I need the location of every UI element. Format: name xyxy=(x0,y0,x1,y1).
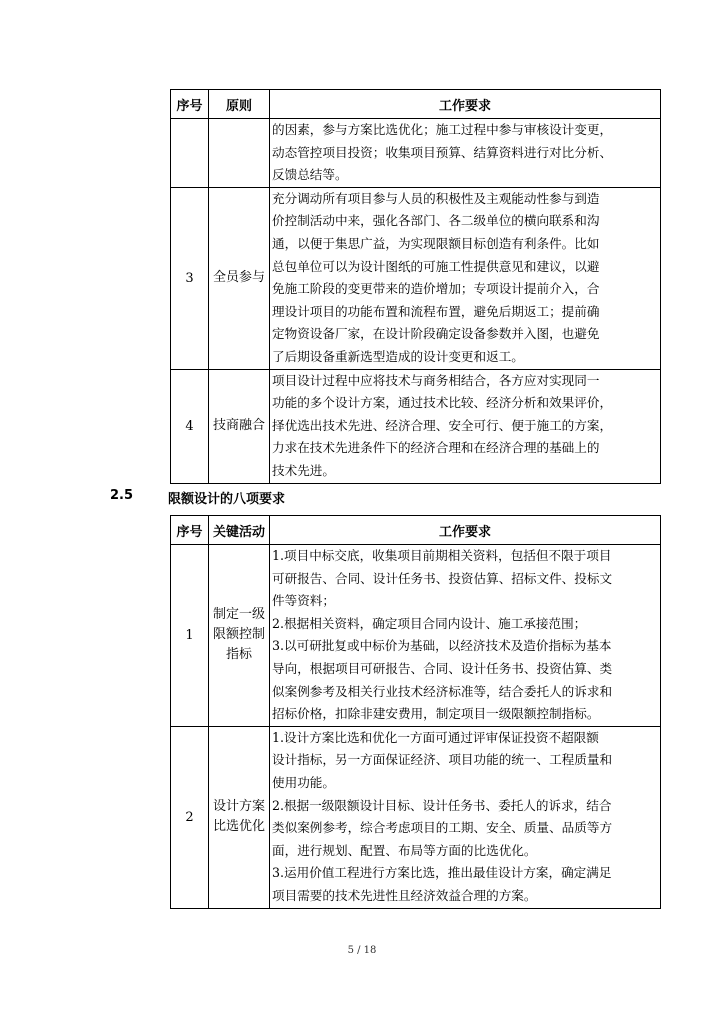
row-requirements xyxy=(270,369,661,483)
section-heading xyxy=(110,488,286,507)
category-line: 制定一级 xyxy=(212,607,265,623)
requirement-line: 价控制活动中来，强化各部门、各二级单位的横向联系和沟 xyxy=(272,213,600,229)
requirement-line: 2.根据相关资料，确定项目合同内设计、施工承接范围； xyxy=(272,615,587,631)
table-row xyxy=(171,119,661,188)
requirement-line: 了后期设备重新选型造成的设计变更和返工。 xyxy=(272,348,524,364)
requirement-line: 反馈总结等。 xyxy=(272,167,348,183)
row-category xyxy=(209,726,270,908)
requirement-line: 项目需要的技术先进性且经济效益合理的方案。 xyxy=(272,887,537,903)
row-number: 3 xyxy=(171,187,209,369)
section-number: 2.5 xyxy=(110,488,134,503)
requirement-line: 的因素，参与方案比选优化；施工过程中参与审核设计变更， xyxy=(272,122,613,137)
table-row xyxy=(171,369,661,483)
requirement-line: 通，以便于集思广益，为实现限额目标创造有利条件。比如 xyxy=(272,235,600,251)
requirement-line: 总包单位可以为设计图纸的可施工性提供意见和建议，以避 xyxy=(272,258,600,274)
requirements-table-body xyxy=(171,545,661,909)
category-line: 指标 xyxy=(225,647,252,663)
requirement-line: 设计指标，另一方面保证经济、项目功能的统一、工程质量和 xyxy=(272,752,613,768)
requirement-line: 项目设计过程中应将技术与商务相结合，各方应对实现同一 xyxy=(272,372,600,388)
row-category xyxy=(209,369,270,483)
table-header-row xyxy=(171,516,661,545)
table-row xyxy=(171,545,661,727)
requirement-line: 力求在技术先进条件下的经济合理和在经济合理的基础上的 xyxy=(272,440,600,456)
header-requirements: 工作要求 xyxy=(270,90,661,119)
row-number: 4 xyxy=(171,369,209,483)
table-header-row xyxy=(171,90,661,119)
requirement-line: 动态管控项目投资；收集项目预算、结算资料进行对比分析、 xyxy=(272,144,613,160)
row-category xyxy=(209,119,270,188)
requirement-line: 择优选出技术先进、经济合理、安全可行、便于施工的方案， xyxy=(272,417,613,433)
requirement-line: 件等资料； xyxy=(272,593,335,609)
row-category xyxy=(209,545,270,727)
category-line: 设计方案 xyxy=(212,799,265,815)
category-line: 比选优化 xyxy=(212,819,265,835)
requirement-line: 理设计项目的功能布置和流程布置，避免后期返工；提前确 xyxy=(272,303,600,319)
page-number: 5 / 18 xyxy=(347,945,377,956)
table-row xyxy=(171,187,661,369)
row-requirements xyxy=(270,119,661,188)
section-title: 限额设计的八项要求 xyxy=(168,492,286,507)
row-number xyxy=(171,119,209,188)
requirement-line: 功能的多个设计方案，通过技术比较、经济分析和效果评价， xyxy=(272,395,613,411)
category-line: 全员参与 xyxy=(212,270,265,286)
category-line: 限额控制 xyxy=(212,627,265,643)
row-number: 1 xyxy=(171,545,209,727)
requirement-line: 导向，根据项目可研报告、合同、设计任务书、投资估算、类 xyxy=(272,660,613,676)
table-row xyxy=(171,726,661,908)
requirement-line: 使用功能。 xyxy=(272,774,335,790)
header-principle: 原则 xyxy=(209,90,270,119)
principles-table-body xyxy=(171,119,661,484)
requirement-line: 1.项目中标交底，收集项目前期相关资料，包括但不限于项目 xyxy=(272,548,612,563)
requirements-table xyxy=(170,515,661,909)
requirement-line: 1.设计方案比选和优化一方面可通过评审保证投资不超限额 xyxy=(272,729,599,745)
header-number: 序号 xyxy=(171,516,209,545)
header-number: 序号 xyxy=(171,90,209,119)
requirement-line: 免施工阶段的变更带来的造价增加；专项设计提前介入，合 xyxy=(272,281,600,297)
row-number: 2 xyxy=(171,726,209,908)
requirement-line: 定物资设备厂家，在设计阶段确定设备参数并入图，也避免 xyxy=(272,326,600,342)
requirement-line: 充分调动所有项目参与人员的积极性及主观能动性参与到造 xyxy=(272,190,600,206)
requirement-line: 2.根据一级限额设计目标、设计任务书、委托人的诉求，结合 xyxy=(272,797,612,813)
requirement-line: 3.以可研批复或中标价为基础，以经济技术及造价指标为基本 xyxy=(272,638,612,654)
requirement-line: 招标价格，扣除非建安费用，制定项目一级限额控制指标。 xyxy=(272,706,600,722)
header-requirements: 工作要求 xyxy=(270,516,661,545)
category-line: 技商融合 xyxy=(212,418,265,434)
header-activity: 关键活动 xyxy=(209,516,270,545)
requirement-line: 可研报告、合同、设计任务书、投资估算、招标文件、投标文 xyxy=(272,570,613,586)
requirement-line: 类似案例参考，综合考虑项目的工期、安全、质量、品质等方 xyxy=(272,820,613,836)
row-requirements xyxy=(270,187,661,369)
row-category xyxy=(209,187,270,369)
requirement-line: 3.运用价值工程进行方案比选，推出最佳设计方案，确定满足 xyxy=(272,865,612,881)
requirement-line: 技术先进。 xyxy=(272,462,335,478)
requirement-line: 似案例参考及相关行业技术经济标准等，结合委托人的诉求和 xyxy=(272,683,613,699)
principles-table xyxy=(170,89,661,484)
row-requirements xyxy=(270,726,661,908)
requirement-line: 面，进行规划、配置、布局等方面的比选优化。 xyxy=(272,842,537,858)
row-requirements xyxy=(270,545,661,727)
